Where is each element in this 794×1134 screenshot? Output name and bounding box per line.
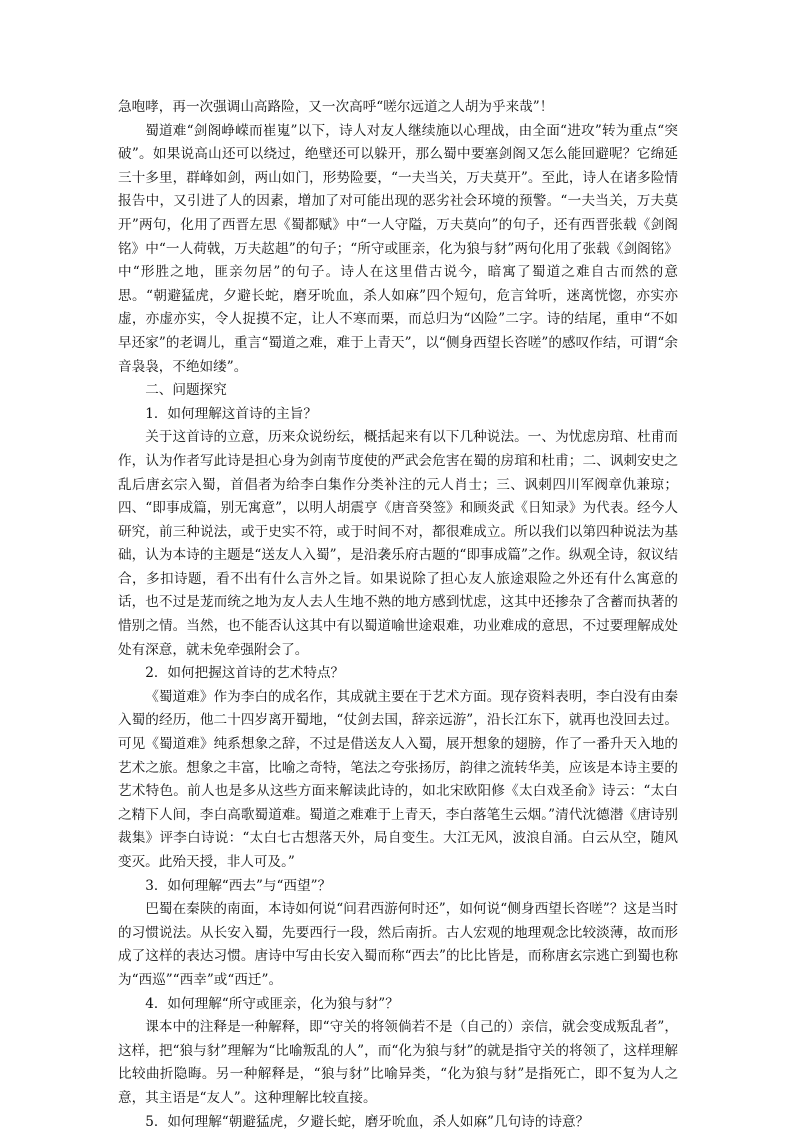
question-4: 4．如何理解“所守或匪亲，化为狼与豺”？ [145,995,399,1012]
answer-1: 关于这首诗的立意，历来众说纷纭，概括起来有以下几种说法。一、为忧虑房琯、杜甫而作，认为作者写此诗是担心身为剑南节度使的严武会危害在蜀的房琯和杜甫；二、讽刺安史之乱后唐玄宗入蜀，首倡者为给李白集作分类补注的元人肖士；三、讽刺四川军阀章仇兼琼；四、“即事成篇，别无寓意”，以明人胡震亨《唐音癸签》和顾炎武《日知录》为代表。经今人研究，前三种说法，或于史实不符，或于时间不对，都很难成立。所以我们以第四种说法为基础，认为本诗的主题是“送友人入蜀”，是沿袭乐府古题的“即事成篇”之作。纵观全诗，叙议结合，多扣诗题，看不出有什么言外之旨。如果说除了担心友人旅途艰险之外还有什么寓意的话，也不过是茏而统之地为友人去人生地不熟的地方感到忧虑，这其中还掺杂了含蓄而执著的惜别之情。当然，也不能否认这其中有以蜀道喻世途艰难，功业难成的意思，不过要理解成处处有深意，就未免牵强附会了。 [118,429,678,658]
question-3: 3．如何理解“西去”与“西望”？ [145,877,332,894]
answer-3: 巴蜀在秦陕的南面，本诗如何说“问君西游何时还”，如何说“侧身西望长咨嗟”？这是当时的习惯说法。从长安入蜀，先要西行一段，然后南折。古人宏观的地理观念比较淡薄，故而形成了这样的表达习惯。唐诗中写由长安入蜀而称“西去”的比比皆是，而称唐玄宗逃亡到蜀也称为“西巡”“西幸”或“西迁”。 [118,901,678,988]
question-1: 1．如何理解这首诗的主旨？ [145,405,317,422]
paragraph-jiange-analysis: 蜀道难“剑阁峥嵘而崔嵬”以下，诗人对友人继续施以心理战，由全面“进攻”转为重点“突破”。如果说高山还可以绕过，绝壁还可以躲开，那么蜀中要塞剑阁又怎么能回避呢？它绵延三十多里，群峰如剑，两山如门，形势险要，“一夫当关，万夫莫开”。至此，诗人在诸多险情报告中，又引进了人的因素，增加了对可能出现的恶劣社会环境的预警。“一夫当关，万夫莫开”两句，化用了西晋左思《蜀都赋》中“一人守隘，万夫莫向”的句子，还有西晋张载《剑阁铭》中“一人荷戟，万夫赼趄”的句子；“所守或匪亲，化为狼与豺”两句化用了张载《剑阁铭》中“形胜之地，匪亲勿居”的句子。诗人在这里借古说今，暗寓了蜀道之难自古而然的意思。“朝避猛虎，夕避长蛇，磨牙吮血，杀人如麻”四个短句，危言耸听，迷离恍惚，亦实亦虚，亦虚亦实，令人捉摸不定，让人不寒而栗，而总归为“凶险”二字。诗的结尾，重申“不如早还家”的老调儿，重言“蜀道之难，难于上青天”，以“侧身西望长咨嗟”的感叹作结，可谓“余音袅袅，不绝如缕”。 [118,122,678,375]
question-5: 5．如何理解“朝避猛虎，夕避长蛇，磨牙吮血，杀人如麻”几句诗的诗意？ [145,1113,590,1130]
question-2: 2．如何把握这首诗的艺术特点？ [145,665,345,682]
answer-4: 课本中的注释是一种解释，即“守关的将领倘若不是（自己的）亲信，就会变成叛乱者”，这样，把“狼与豺”理解为“比喻叛乱的人”，而“化为狼与豺”的就是指守关的将领了，这样理解比较曲折隐晦。另一种解释是，“狼与豺”比喻异类，“化为狼与豺”是指死亡，即不复为人之意，其主语是“友人”。这种理解比较直接。 [118,1019,678,1106]
section-heading-questions: 二、问题探究 [145,382,227,399]
document-page [118,96,678,1134]
paragraph-continuation: 急咆哮，再一次强调山高路险，又一次高呼“嗟尔远道之人胡为乎来哉”！ [118,99,554,115]
answer-2: 《蜀道难》作为李白的成名作，其成就主要在于艺术方面。现存资料表明，李白没有由秦入蜀的经历，他二十四岁离开蜀地，“仗剑去国，辞亲远游”，沿长江东下，就再也没回去过。可见《蜀道难》纯系想象之辞，不过是借送友人入蜀，展开想象的翅膀，作了一番升天入地的艺术之旅。想象之丰富，比喻之奇特，笔法之夸张扬厉，韵律之流转华美，应该是本诗主要的艺术特色。前人也是多从这些方面来解读此诗的，如北宋欧阳修《太白戏圣俞》诗云：“太白之精下人间，李白高歌蜀道难。蜀道之难难于上青天，李白落笔生云烟。”清代沈德潜《唐诗别裁集》评李白诗说：“太白七古想落天外，局自变生。大江无风，波浪自涌。白云从空，随风变灭。此殆天授，非人可及。” [118,688,678,870]
